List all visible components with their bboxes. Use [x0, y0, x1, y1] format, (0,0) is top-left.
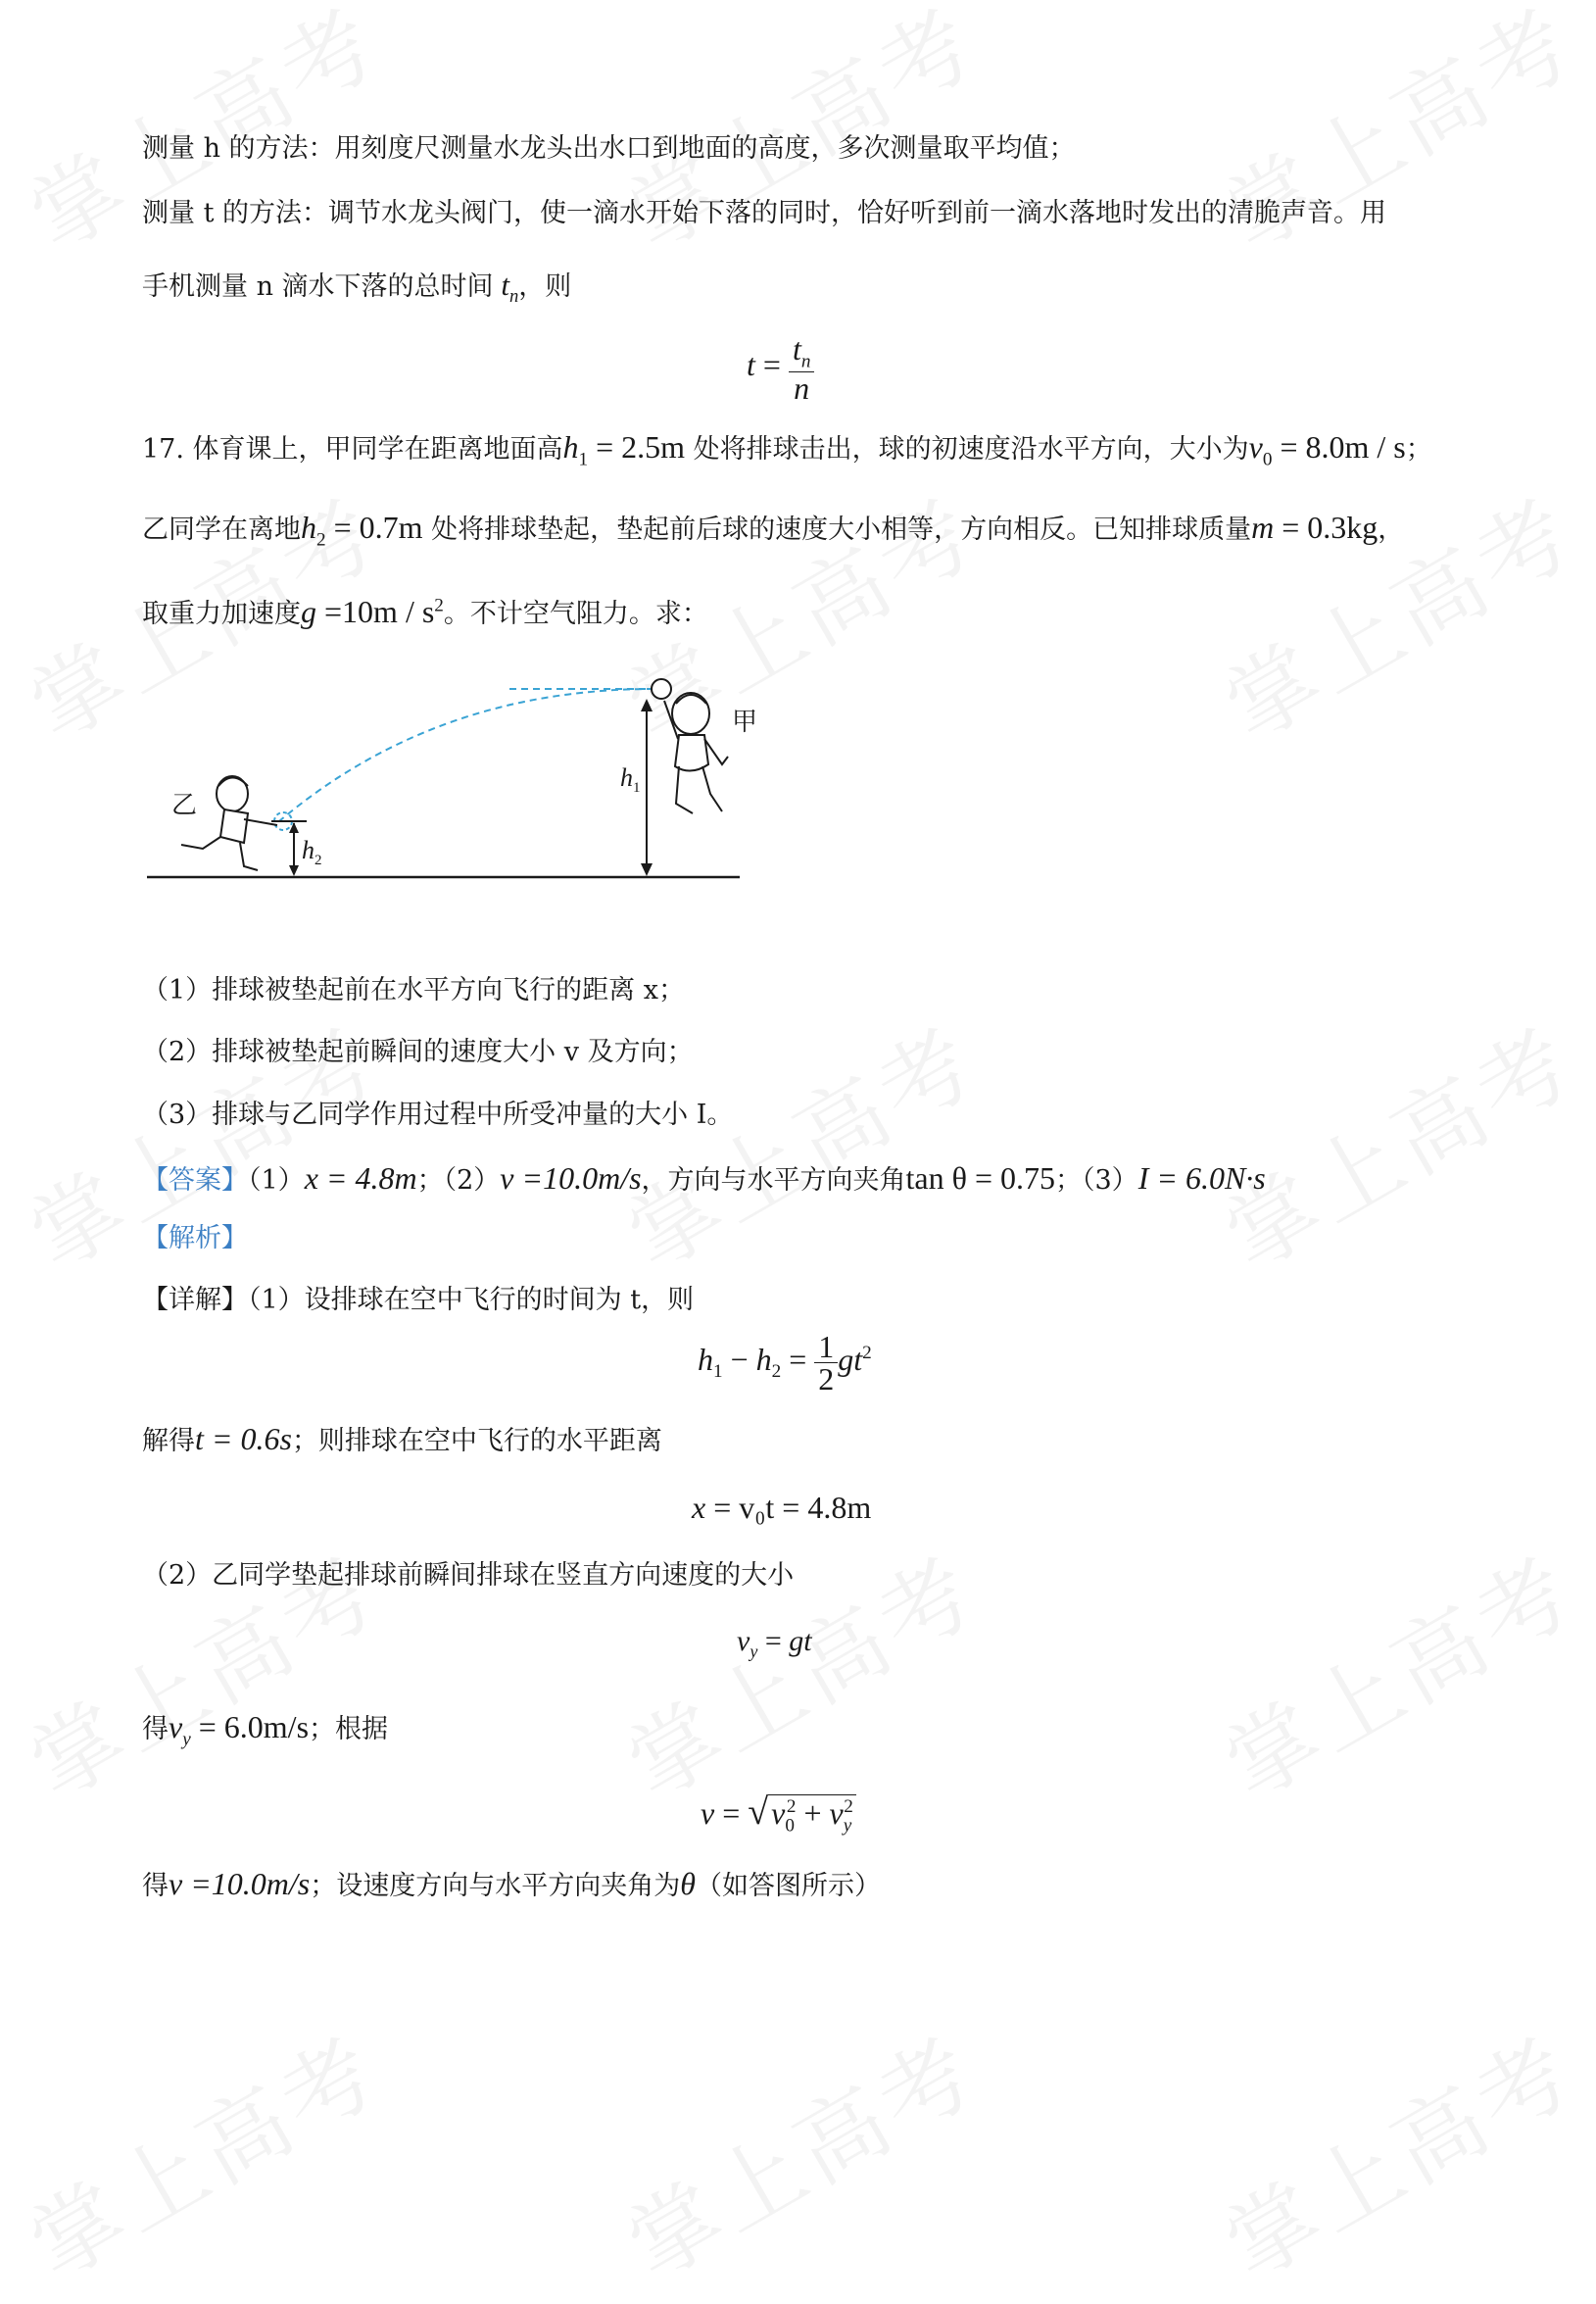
detail-1: 【详解】（1）设排球在空中飞行的时间为 t，则 — [142, 1285, 695, 1315]
detail-2: 解得t = 0.6s；则排球在空中飞行的水平距离 — [142, 1421, 662, 1456]
detail-4: 得$v_y = 6.0m/s$；根据 — [142, 1709, 389, 1750]
watermark-text — [601, 2000, 997, 2304]
label-h1: $h_1$ — [620, 763, 641, 796]
analysis-tag: 【解析】 — [142, 1223, 248, 1253]
equation-x: x = v₀t = 4.8m — [692, 1490, 872, 1525]
equation-vy: $v_y$ = gt — [737, 1625, 812, 1661]
watermark-text — [1198, 991, 1595, 1295]
answer-tag: 【答案】 — [142, 1165, 248, 1196]
sub-question-1: （1）排球被垫起前在水平方向飞行的距离 x； — [142, 975, 685, 1005]
detail-3: （2）乙同学垫起排球前瞬间排球在竖直方向速度的大小 — [142, 1560, 795, 1591]
ball-icon — [652, 679, 671, 699]
question-17-line-3: 取重力加速度$g =10m / s^2$。不计空气阻力。求： — [142, 594, 708, 629]
watermark-text — [1198, 2000, 1595, 2304]
equation-v-sqrt: $v = √v_0^2 + v_y^2$ — [701, 1793, 856, 1836]
equation-t-fraction: t = $\frac{t_n}{n}$ — [747, 333, 814, 404]
volleyball-figure — [142, 657, 758, 892]
equation-free-fall: $h_1 - h_2$ = $\frac{1}{2}$ $gt^2$ — [698, 1329, 872, 1397]
question-17-line-1: 17. 体育课上，甲同学在距离地面高$h_1 = 2.5m$ 处将排球击出，球的初速度沿水平方向，大小为$v_0 = 8.0m / s$； — [142, 429, 1432, 470]
trajectory-dashed-curve — [279, 689, 653, 821]
detail-5: 得v =10.0m/s；设速度方向与水平方向夹角为θ（如答图所示） — [142, 1866, 881, 1901]
measure-h-text: 测量 h 的方法：用刻度尺测量水龙头出水口到地面的高度，多次测量取平均值； — [142, 133, 1076, 164]
sub-question-3: （3）排球与乙同学作用过程中所受冲量的大小 I。 — [142, 1100, 734, 1130]
measure-t-text-2: 手机测量 n 滴水下落的总时间 $t_n$，则 — [142, 268, 572, 308]
question-17-line-2: 乙同学在离地$h_2 = 0.7m$ 处将排球垫起，垫起前后球的速度大小相等，方向相反。已知排球质量m = 0.3kg， — [142, 510, 1405, 551]
label-jia: 甲 — [732, 708, 758, 737]
watermark-text — [1198, 1520, 1595, 1824]
watermark-text — [1198, 462, 1595, 765]
label-yi: 乙 — [171, 791, 198, 820]
student-jia-icon — [664, 693, 728, 813]
answer-line: 【答案】（1）x = 4.8m；（2）v =10.0m/s，方向与水平方向夹角tan θ = 0.75；（3）I = 6.0N·s — [142, 1160, 1266, 1196]
sub-question-2: （2）排球被垫起前瞬间的速度大小 v 及方向； — [142, 1037, 694, 1067]
measure-t-text: 测量 t 的方法：调节水龙头阀门，使一滴水开始下落的同时，恰好听到前一滴水落地时发出的清脆声音。用 — [142, 198, 1387, 228]
label-h2: $h_2$ — [302, 836, 322, 868]
watermark-text — [3, 2000, 400, 2304]
watermark-text — [1198, 0, 1595, 275]
